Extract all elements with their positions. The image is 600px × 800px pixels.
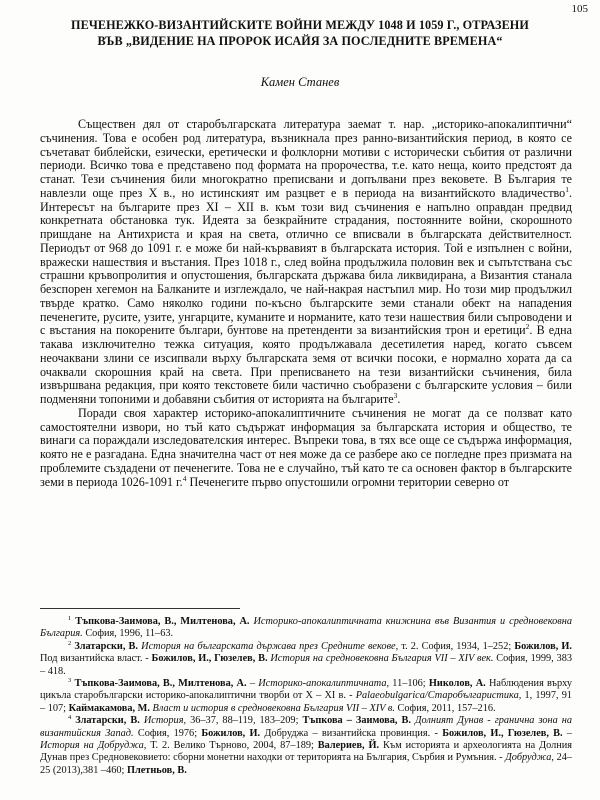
article-title xyxy=(20,17,580,49)
footnotes xyxy=(40,616,572,777)
title-line-2: ВЪВ „ВИДЕНИЕ НА ПРОРОК ИСАЙЯ ЗА ПОСЛЕДНИТЕ ВРЕМЕНА“ xyxy=(97,34,503,48)
title-line-1: ПЕЧЕНЕЖКО-ВИЗАНТИЙСКИТЕ ВОЙНИ МЕЖДУ 1048 И 1059 Г., ОТРАЗЕНИ xyxy=(71,18,529,32)
page-number: 105 xyxy=(571,3,588,15)
paragraph-1: Съществен дял от старобългарската литература заемат т. нар. „историко-апокалиптични“ съчинения. Това е особен род литература, възникнала през ранно-византийския период, в която се съчетават библейски, езически, еретически и фолклорни мотиви с исторически събития от различни периоди. Всичко това е представено под формата на пророчества, т.е. като неща, които предстоят да станат. Тези съчинения били многократно преписвани и допълвани през вековете. В България те навлезли още през X в., но истинският им разцвет е в периода на византийското владичество$^1$. Интересът на българите през XI – XII в. към този вид съчинения е напълно оправдан предвид конкретната обстановка тук. Идеята за безкрайните страдания, постоянните войни, скорошното пришдане на Антихриста и края на света, отлично се вписвали в българската действителност. Периодът от 968 до 1091 г. е може би най-кървавият в българската история. Той е изпълнен с войни, вражески нашествия и въстания. През 1018 г., след война продължила половин век и съпътствана със страшни кръвопролития и опустошения, българската държава била ликвидирана, а Византия станала безспорен хегемон на Балканите и изглеждало, че най-накрая настъпил мир. Но този мир продължил твърде кратко. Само няколко години по-късно българските земи станали обект на нападения печенегите, русите, узите, унгарците, куманите и норманите, като тези нашествия били съпроводени и с въстания на покорените българи, бунтове на претенденти за византийския трон и еретици$^2$. В една такава изключително тежка ситуация, която продължавала десетилетия наред, когато съвсем неочаквани злини се изсипвали върху българската земя от всички посоки, е нормално хората да са очаквали скорошния край на света. При преписването на тези византийски съчинения, била извършвана редакция, при която текстовете били частично съобразени с българските условия – били подменяни топоними и добавяни събития от историята на българите$^3$. xyxy=(40,117,573,406)
paragraph-2: Поради своя характер историко-апокалиптичните съчинения не могат да се ползват като самостоятелни извори, но тъй като съдържат информация за българската история и общество, те винаги са пораждали изследователския интерес. Въпреки това, в тях все още се съдържа информация, която не е разгадана. Една значителна част от нея може да се разбере ако се погледне през призмата на проблемите създадени от печенегите. Това не е случайно, тъй като те са основен фактор в българските земи в периода 1026-1091 г.$^4$ Печенегите първо опустошили огромни територии северно от xyxy=(40,405,572,489)
footnote-1: $^1$ Тъпкова-Заимова, В., Милтенова, А. Историко-апокалиптичната книжнина във Византия и средновековна България. София, 1996, 11–63. xyxy=(40,615,572,640)
footnote-ref-1: 1 xyxy=(565,184,569,194)
author-name: Камен Станев xyxy=(260,75,340,89)
footnote-divider xyxy=(40,608,240,609)
footnote-2: $^2$ Златарски, В. История на българската държава през Средните векове, т. 2. София, 1934, 1–252; Божилов, И. Под византийска власт. - Божилов, И., Гюзелев, В. История на средновековна България VII – XIV век. София, 1999, 383 – 418. xyxy=(40,639,572,677)
footnote-3: $^3$ Тъпкова-Заимова, В., Милтенова, А. – Историко-апокалиптичната, 11–106; Николов, А. Наблюдения върху цикъла старобългарски историко-апокалиптични творби от X – XI в. - Palaeobulgarica/Старобългаристика, 1, 1997, 91 – 107; Каймакамова, М. Власт и история в средновековна България VII – XIV в. София, 2011, 157–216. xyxy=(40,677,573,714)
article-body xyxy=(40,118,572,489)
footnote-4: $^4$ Златарски, В. История, 36–37, 88–119, 183–209; Тъпкова – Заимова, В. Долният Дунав - гранична зона на византийския Запад. София, 1976; Божилов, И. Добруджа – византийска провинция. - Божилов, И., Гюзелев, В. – История на Добруджа, Т. 2. Велико Търново, 2004, 87–189; Валериев, Й. Към историята и археологията на Долния Дунав през Средновековието: сборни монетни находки от територията на България, Сърбия и Румъния. - Добруджа, 24–25 (2013),381 –460; Плетньов, В. xyxy=(40,714,573,776)
footnote-ref-4: 4 xyxy=(182,473,187,483)
footnote-ref-3: 3 xyxy=(393,391,398,400)
footnote-ref-2: 2 xyxy=(525,322,530,332)
